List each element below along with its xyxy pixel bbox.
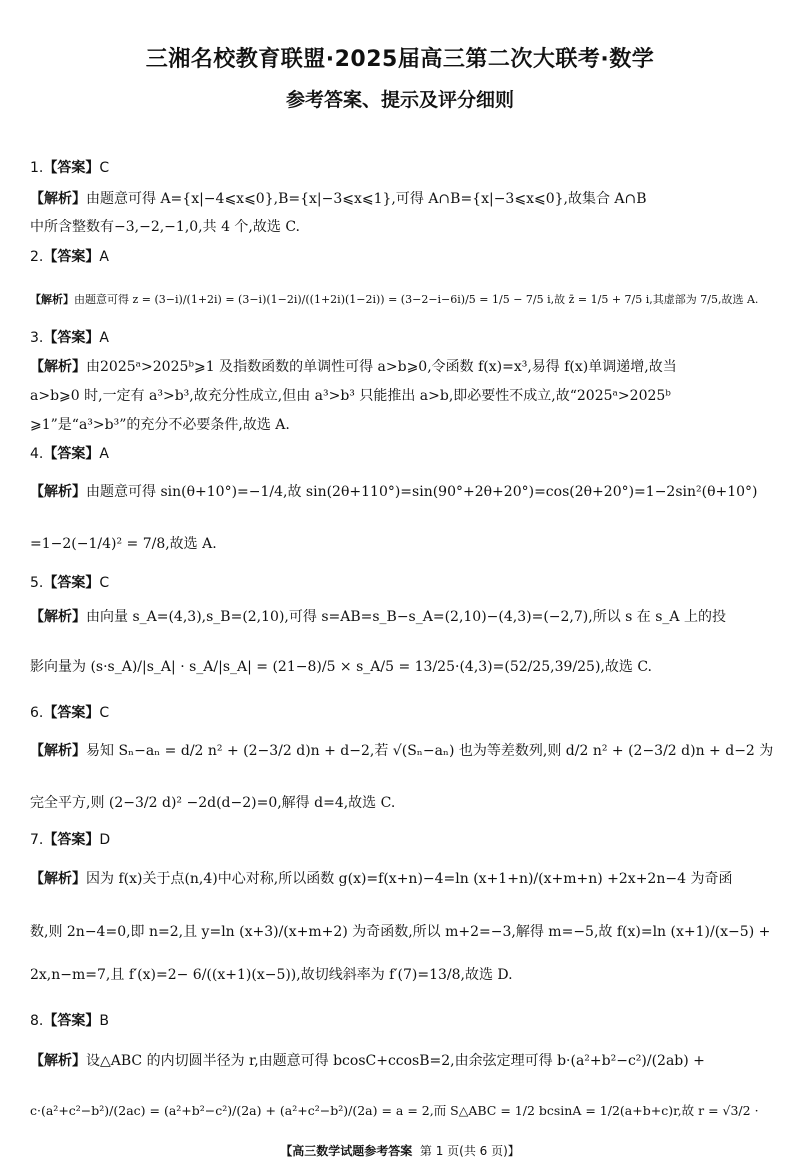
q3-analysis-line1: 【解析】由2025ᵃ>2025ᵇ⩾1 及指数函数的单调性可得 a>b⩾0,令函数 f(x)=x³,易得 f(x)单调递增,故当 [30, 359, 677, 375]
q4-analysis-line1: 【解析】由题意可得 sin(θ+10°)=−1/4,故 sin(2θ+110°)=sin(90°+2θ+20°)=cos(2θ+20°)=1−2sin²(θ+10°) [30, 484, 758, 500]
q6-analysis-line1: 【解析】易知 Sₙ−aₙ = d/2 n² + (2−3/2 d)n + d−2,若 √(Sₙ−aₙ) 也为等差数列,则 d/2 n² + (2−3/2 d)n + d−2 为 [30, 743, 774, 759]
q3-analysis-line2: a>b⩾0 时,一定有 a³>b³,故充分性成立,但由 a³>b³ 只能推出 a>b,即必要性不成立,故“2025ᵃ>2025ᵇ [30, 388, 671, 404]
q2-analysis-line1: 【解析】由题意可得 z = (3−i)/(1+2i) = (3−i)(1−2i)/((1+2i)(1−2i)) = (3−2−i−6i)/5 = 1/5 − 7/5 i,故 z̄ = 1/5 + 7/5 i,其虚部为 7/5,故选 A. [30, 293, 759, 306]
q7-analysis-line3: 2x,n−m=7,且 f′(x)=2− 6/((x+1)(x−5)),故切线斜率为 f′(7)=13/8,故选 D. [30, 967, 513, 983]
q8-answer: 8.【答案】B [30, 1013, 109, 1029]
q6-answer: 6.【答案】C [30, 705, 110, 721]
q3-analysis-line3: ⩾1”是“a³>b³”的充分不必要条件,故选 A. [30, 417, 290, 433]
q4-answer: 4.【答案】A [30, 446, 109, 462]
page-footer: 【高三数学试题参考答案 第 1 页(共 6 页)】 [280, 1144, 520, 1158]
q6-analysis-line2: 完全平方,则 (2−3/2 d)² −2d(d−2)=0,解得 d=4,故选 C. [30, 795, 396, 811]
q4-analysis-line2: =1−2(−1/4)² = 7/8,故选 A. [30, 536, 217, 552]
q5-analysis-line2: 影向量为 (s·s_A)/|s_A| · s_A/|s_A| = (21−8)/5 × s_A/5 = 13/25·(4,3)=(52/25,39/25),故选 C. [30, 659, 652, 675]
q5-answer: 5.【答案】C [30, 575, 110, 591]
q1-analysis-line1: 【解析】由题意可得 A={x|−4⩽x⩽0},B={x|−3⩽x⩽1},可得 A∩B={x|−3⩽x⩽0},故集合 A∩B [30, 191, 647, 207]
page-subtitle: 参考答案、提示及评分细则 [285, 89, 514, 111]
q7-answer: 7.【答案】D [30, 832, 111, 848]
q3-answer: 3.【答案】A [30, 330, 109, 346]
q8-analysis-line2: c·(a²+c²−b²)/(2ac) = (a²+b²−c²)/(2a) + (a²+c²−b²)/(2a) = a = 2,而 S△ABC = 1/2 bcsinA = 1/2(a+b+c)r,故 r = √3/2 · [30, 1103, 759, 1118]
q5-analysis-line1: 【解析】由向量 s_A=(4,3),s_B=(2,10),可得 s=AB=s_B−s_A=(2,10)−(4,3)=(−2,7),所以 s 在 s_A 上的投 [30, 609, 726, 625]
q1-answer: 1.【答案】C [30, 160, 110, 176]
q1-analysis-line2: 中所含整数有−3,−2,−1,0,共 4 个,故选 C. [30, 219, 300, 235]
q7-analysis-line2: 数,则 2n−4=0,即 n=2,且 y=ln (x+3)/(x+m+2) 为奇函数,所以 m+2=−3,解得 m=−5,故 f(x)=ln (x+1)/(x−5) + [30, 924, 771, 940]
page-title: 三湘名校教育联盟·2025届高三第二次大联考·数学 [145, 47, 655, 72]
q2-answer: 2.【答案】A [30, 249, 109, 265]
q8-analysis-line1: 【解析】设△ABC 的内切圆半径为 r,由题意可得 bcosC+ccosB=2,由余弦定理可得 b·(a²+b²−c²)/(2ab) + [30, 1053, 705, 1069]
q7-analysis-line1: 【解析】因为 f(x)关于点(n,4)中心对称,所以函数 g(x)=f(x+n)−4=ln (x+1+n)/(x+m+n) +2x+2n−4 为奇函 [30, 871, 733, 887]
